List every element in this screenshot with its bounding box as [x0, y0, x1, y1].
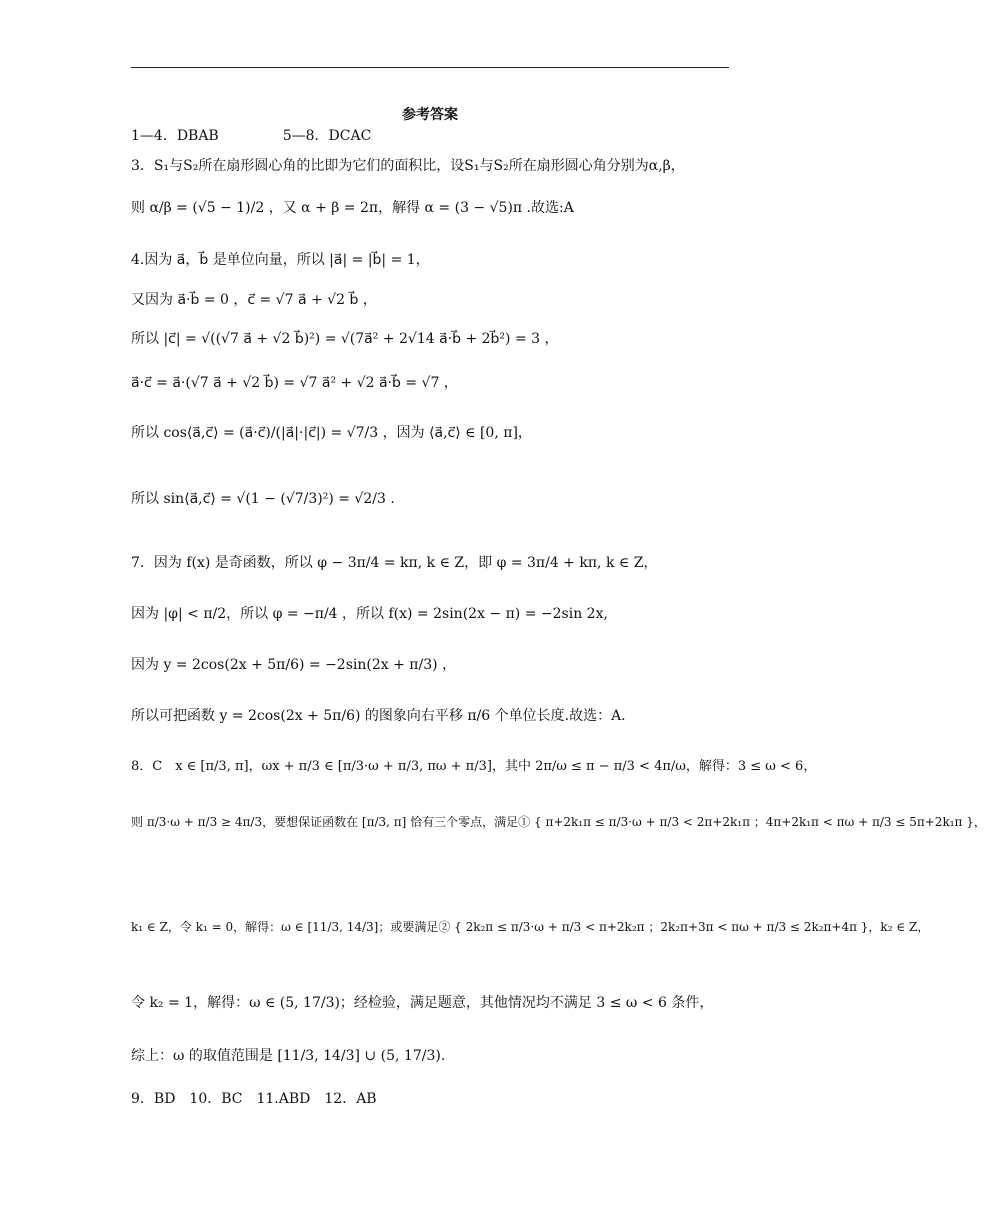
q4-line-4: a⃗·c⃗ = a⃗·(√7 a⃗ + √2 b⃗) = √7 a⃗² + √2 a⃗·b⃗ = √7 ，: [131, 375, 458, 391]
q7-line-4: 所以可把函数 y = 2cos(2x + 5π/6) 的图象向右平移 π/6 个单位长度.故选：A.: [131, 708, 626, 724]
q8-line-3: k₁ ∈ Z，令 k₁ = 0，解得：ω ∈ [11/3, 14/3]；或要满足② { 2k₂π ≤ π/3·ω + π/3 < π+2k₂π ；2k₂π+3π < πω + π/3 ≤ 2k₂π+4π }，k₂ ∈ Z，: [131, 920, 930, 934]
q7-line-2: 因为 |φ| < π/2，所以 φ = −π/4 ，所以 f(x) = 2sin(2x − π) = −2sin 2x,: [131, 606, 608, 622]
answers-5-8: 5—8．DCAC: [282, 128, 372, 144]
q4-line-5: 所以 cos⟨a⃗,c⃗⟩ = (a⃗·c⃗)/(|a⃗|·|c⃗|) = √7/3 ，因为 ⟨a⃗,c⃗⟩ ∈ [0, π]，: [131, 425, 532, 441]
q7-line-3: 因为 y = 2cos(2x + 5π/6) = −2sin(2x + π/3) ，: [131, 657, 457, 673]
page-title: 参考答案: [402, 107, 458, 123]
q8-line-2: 则 π/3·ω + π/3 ≥ 4π/3，要想保证函数在 [π/3, π] 恰有三个零点，满足① { π+2k₁π ≤ π/3·ω + π/3 < 2π+2k₁π ；4π+2k₁π < πω + π/3 ≤ 5π+2k₁π }，: [131, 815, 986, 829]
answers-9-12: 9．BD 10．BC 11.ABD 12．AB: [131, 1091, 377, 1107]
q3-line-1: 3．S₁与S₂所在扇形圆心角的比即为它们的面积比，设S₁与S₂所在扇形圆心角分别为α,β，: [131, 158, 685, 174]
q8-line-4: 令 k₂ = 1，解得：ω ∈ (5, 17/3)；经检验，满足题意，其他情况均不满足 3 ≤ ω < 6 条件，: [131, 995, 714, 1011]
q3-line-2: 则 α/β = (√5 − 1)/2 ，又 α + β = 2π，解得 α = (3 − √5)π .故选:A: [131, 200, 574, 216]
header-rule: [131, 67, 729, 68]
q7-line-1: 7．因为 f(x) 是奇函数，所以 φ − 3π/4 = kπ, k ∈ Z，即 φ = 3π/4 + kπ, k ∈ Z，: [131, 555, 658, 571]
q4-line-3: 所以 |c⃗| = √((√7 a⃗ + √2 b⃗)²) = √(7a⃗² + 2√14 a⃗·b⃗ + 2b⃗²) = 3 ，: [131, 331, 559, 347]
q8-line-5: 综上：ω 的取值范围是 [11/3, 14/3] ∪ (5, 17/3).: [131, 1048, 446, 1064]
answers-1-4: 1—4．DBAB: [131, 128, 219, 144]
q4-line-1: 4.因为 a⃗，b⃗ 是单位向量，所以 |a⃗| = |b⃗| = 1，: [131, 252, 430, 268]
answers-1-8: [131, 126, 371, 146]
q4-line-6: 所以 sin⟨a⃗,c⃗⟩ = √(1 − (√7/3)²) = √2/3 .: [131, 491, 395, 507]
q8-line-1: 8．C x ∈ [π/3, π]，ωx + π/3 ∈ [π/3·ω + π/3, πω + π/3]，其中 2π/ω ≤ π − π/3 < 4π/ω，解得：3 ≤ ω < 6，: [131, 759, 817, 774]
q4-line-2: 又因为 a⃗·b⃗ = 0 ，c⃗ = √7 a⃗ + √2 b⃗ ，: [131, 292, 377, 308]
